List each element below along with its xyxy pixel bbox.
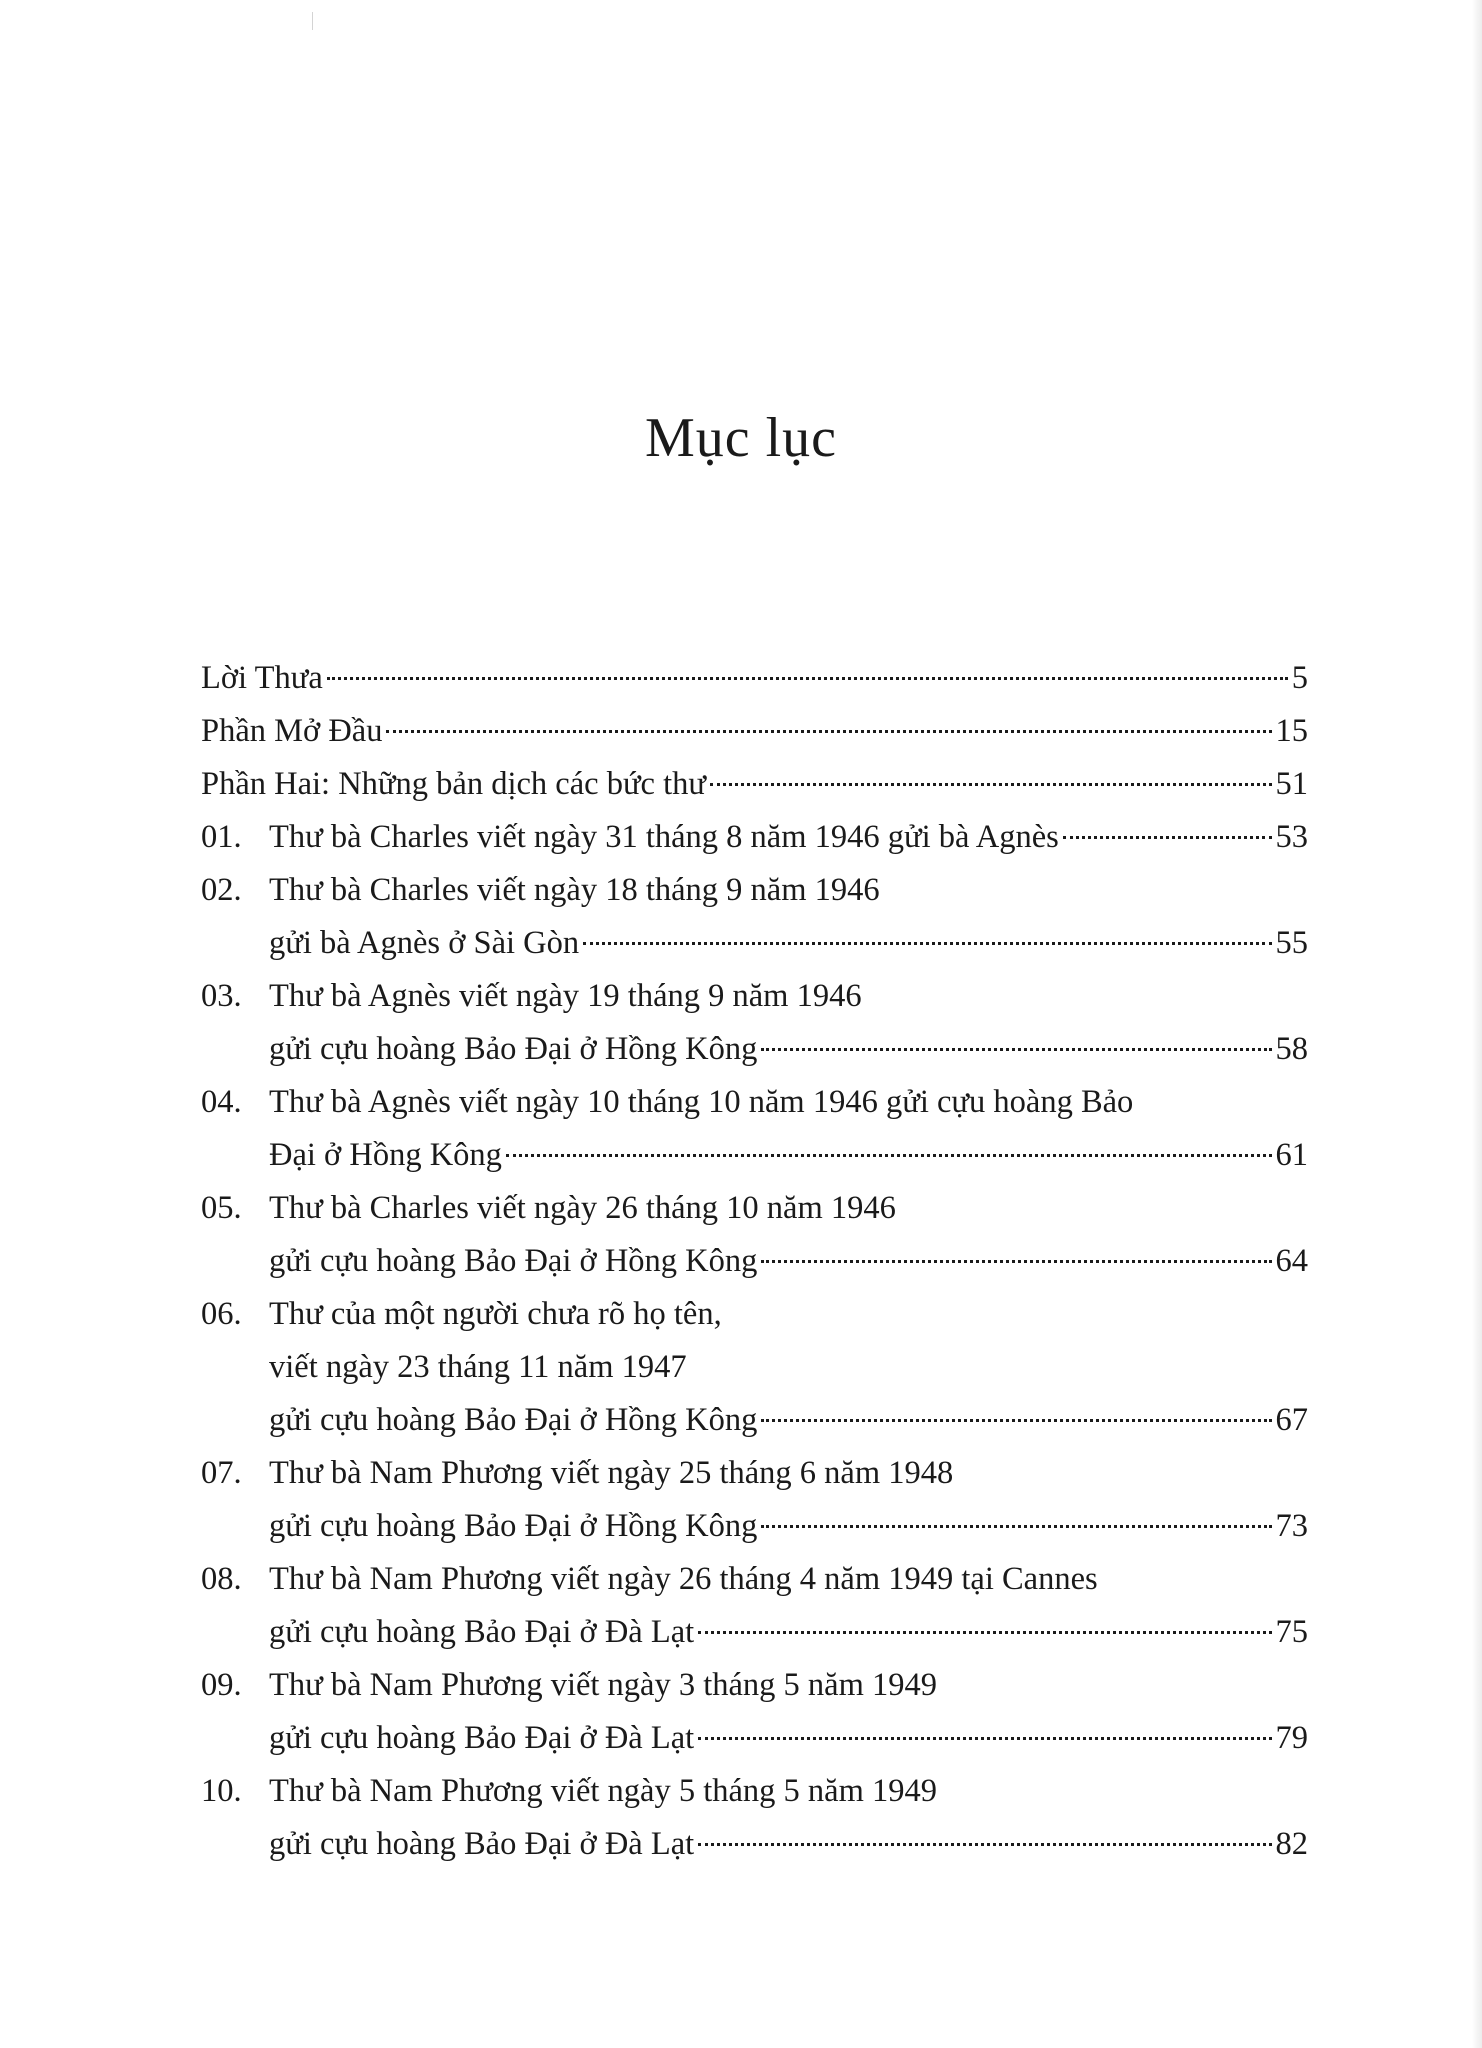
toc-entry-title: gửi cựu hoàng Bảo Đại ở Hồng Kông xyxy=(269,1402,758,1438)
toc-entry-title: gửi cựu hoàng Bảo Đại ở Đà Lạt xyxy=(269,1720,695,1756)
toc-entry-line xyxy=(201,1818,1308,1871)
toc-dot-leader xyxy=(761,1260,1271,1263)
toc-dot-leader xyxy=(761,1419,1271,1422)
toc-entry xyxy=(201,705,1308,758)
toc-page-number: 61 xyxy=(1275,1137,1308,1173)
toc-entry-title: Phần Mở Đầu xyxy=(201,713,383,749)
toc-entry-line xyxy=(201,1341,1308,1394)
toc-entry-line xyxy=(201,705,1308,758)
toc-page-number: 51 xyxy=(1275,766,1308,802)
toc-entry-title: gửi cựu hoàng Bảo Đại ở Hồng Kông xyxy=(269,1243,758,1279)
toc-entry xyxy=(201,1447,1308,1553)
toc-dot-leader xyxy=(698,1631,1271,1634)
toc-entry-number: 10. xyxy=(201,1773,242,1809)
toc-entry-title: Đại ở Hồng Kông xyxy=(269,1137,502,1173)
toc-entry-title: Thư bà Nam Phương viết ngày 5 tháng 5 năm 1949 xyxy=(269,1773,938,1809)
toc-entry xyxy=(201,970,1308,1076)
toc-entry-line xyxy=(201,864,1308,917)
toc-entry-title: Thư bà Nam Phương viết ngày 3 tháng 5 năm 1949 xyxy=(269,1667,938,1703)
toc-entry-title: Thư bà Agnès viết ngày 19 tháng 9 năm 1946 xyxy=(269,978,862,1014)
toc-dot-leader xyxy=(1063,836,1272,839)
toc-entry-title: Thư bà Nam Phương viết ngày 26 tháng 4 năm 1949 tại Cannes xyxy=(269,1561,1098,1597)
toc-page-number: 55 xyxy=(1275,925,1308,961)
toc-entry-line xyxy=(201,1606,1308,1659)
toc-dot-leader xyxy=(583,942,1271,945)
toc-dot-leader xyxy=(710,783,1271,786)
page-crease xyxy=(312,12,313,30)
toc-entry-title: gửi cựu hoàng Bảo Đại ở Hồng Kông xyxy=(269,1508,758,1544)
toc-page-number: 53 xyxy=(1275,819,1308,855)
toc-entry-number: 02. xyxy=(201,872,242,908)
toc-entry-line xyxy=(201,1500,1308,1553)
toc-dot-leader xyxy=(698,1843,1271,1846)
toc-entry-number: 04. xyxy=(201,1084,242,1120)
toc-entry xyxy=(201,1182,1308,1288)
toc-page-number: 5 xyxy=(1291,660,1308,696)
toc-dot-leader xyxy=(761,1525,1271,1528)
toc-entry-line xyxy=(201,1235,1308,1288)
toc-entry-number: 08. xyxy=(201,1561,242,1597)
toc-entry xyxy=(201,652,1308,705)
toc-entry-line xyxy=(201,1447,1308,1500)
toc-page-number: 75 xyxy=(1275,1614,1308,1650)
toc-entry-line xyxy=(201,1553,1308,1606)
toc-entry-number: 09. xyxy=(201,1667,242,1703)
toc-entry-title: Thư bà Charles viết ngày 26 tháng 10 năm 1946 xyxy=(269,1190,896,1226)
toc-entry xyxy=(201,1659,1308,1765)
toc-entry-line xyxy=(201,1288,1308,1341)
toc-dot-leader xyxy=(327,677,1288,680)
toc-entry xyxy=(201,1553,1308,1659)
toc-entry-line xyxy=(201,652,1308,705)
toc-page-number: 67 xyxy=(1275,1402,1308,1438)
toc-entry-title: Phần Hai: Những bản dịch các bức thư xyxy=(201,766,707,802)
toc-entry xyxy=(201,1288,1308,1447)
toc-entry-line xyxy=(201,1023,1308,1076)
toc-entry-line xyxy=(201,1659,1308,1712)
toc-dot-leader xyxy=(386,730,1271,733)
toc-dot-leader xyxy=(506,1154,1272,1157)
toc-entry-title: gửi cựu hoàng Bảo Đại ở Đà Lạt xyxy=(269,1614,695,1650)
toc-entry-title: gửi bà Agnès ở Sài Gòn xyxy=(269,925,580,961)
toc-entry-title: Lời Thưa xyxy=(201,660,323,696)
toc-page-number: 79 xyxy=(1275,1720,1308,1756)
toc-entry-line xyxy=(201,1712,1308,1765)
toc-entry-line xyxy=(201,1394,1308,1447)
toc-entry-line xyxy=(201,1129,1308,1182)
toc-entry-title: gửi cựu hoàng Bảo Đại ở Hồng Kông xyxy=(269,1031,758,1067)
toc-entry xyxy=(201,758,1308,811)
toc-entry-title: gửi cựu hoàng Bảo Đại ở Đà Lạt xyxy=(269,1826,695,1862)
toc-entry-line xyxy=(201,970,1308,1023)
toc-entry-number: 01. xyxy=(201,819,242,855)
toc-entry-title: Thư của một người chưa rõ họ tên, xyxy=(269,1296,722,1332)
toc-page-number: 82 xyxy=(1275,1826,1308,1862)
toc-entry-number: 07. xyxy=(201,1455,242,1491)
toc-entry-title: Thư bà Agnès viết ngày 10 tháng 10 năm 1946 gửi cựu hoàng Bảo xyxy=(269,1084,1134,1120)
toc-dot-leader xyxy=(698,1737,1271,1740)
toc-entry xyxy=(201,1765,1308,1871)
toc-entry-line xyxy=(201,1182,1308,1235)
toc-entry-line xyxy=(201,758,1308,811)
toc-entry-number: 05. xyxy=(201,1190,242,1226)
toc-page-number: 15 xyxy=(1275,713,1308,749)
toc-entry xyxy=(201,1076,1308,1182)
toc-entry-line xyxy=(201,1076,1308,1129)
toc-entry-title: Thư bà Charles viết ngày 31 tháng 8 năm 1946 gửi bà Agnès xyxy=(269,819,1059,855)
toc-page-number: 58 xyxy=(1275,1031,1308,1067)
toc-entry-line xyxy=(201,811,1308,864)
toc-entry-number: 03. xyxy=(201,978,242,1014)
toc-page-number: 73 xyxy=(1275,1508,1308,1544)
toc-entry xyxy=(201,864,1308,970)
toc-entry-line xyxy=(201,1765,1308,1818)
toc-entry-title: Thư bà Nam Phương viết ngày 25 tháng 6 năm 1948 xyxy=(269,1455,954,1491)
toc-entry-title: Thư bà Charles viết ngày 18 tháng 9 năm 1946 xyxy=(269,872,880,908)
toc-entry-number: 06. xyxy=(201,1296,242,1332)
toc-entry xyxy=(201,811,1308,864)
toc-entry-title: viết ngày 23 tháng 11 năm 1947 xyxy=(269,1349,687,1385)
toc-entry-line xyxy=(201,917,1308,970)
page-title: Mục lục xyxy=(644,407,838,469)
table-of-contents xyxy=(201,652,1308,1871)
page-edge-shadow xyxy=(1472,0,1482,2048)
toc-dot-leader xyxy=(761,1048,1271,1051)
toc-page-number: 64 xyxy=(1275,1243,1308,1279)
